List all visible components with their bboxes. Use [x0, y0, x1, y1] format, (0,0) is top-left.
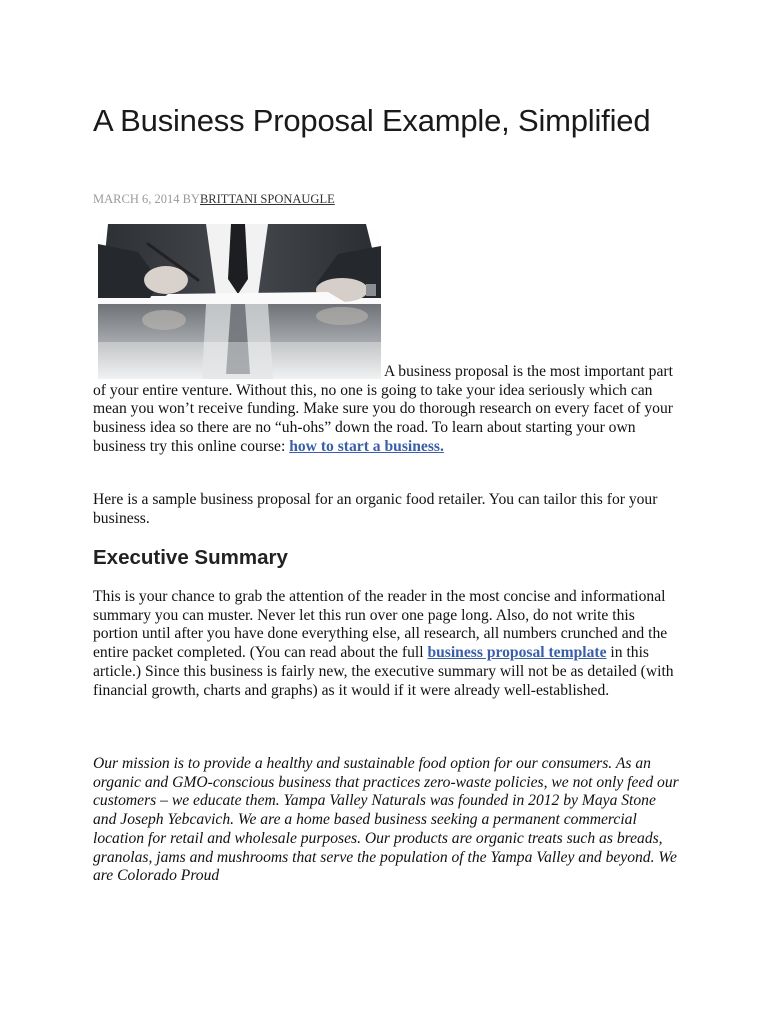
intro-paragraph: [93, 363, 683, 457]
summary-text-after-link: in this article.) Since this business is fairly new, the executive summary will not be as detailed (with financial growth, charts and graphs) as it would if it were already well-established.: [93, 644, 674, 699]
article-date: MARCH 6, 2014 BY: [93, 192, 200, 206]
article-byline: [93, 191, 335, 207]
summary-text-before-link: This is your chance to grab the attention of the reader in the most concise and informational summary you can muster. Never let this run over one page long. Also, do not write this portion until after you have done everything else, all research, all numbers crunched and the entire packet completed. (You can read about the full: [93, 588, 668, 662]
businessman-signing-document-photo: [98, 224, 381, 379]
author-link[interactable]: BRITTANI SPONAUGLE: [199, 192, 335, 206]
executive-summary-paragraph: [93, 588, 683, 700]
proposal-template-link[interactable]: business proposal template: [427, 644, 607, 662]
start-business-link[interactable]: how to start a business.: [289, 437, 444, 455]
executive-summary-heading: Executive Summary: [93, 546, 288, 569]
sample-intro-paragraph: Here is a sample business proposal for an organic food retailer. You can tailor this for your business.: [93, 491, 658, 527]
intro-text: A business proposal is the most important part of your entire venture. Without this, no one is going to take your idea seriously which can mean you won’t receive funding. Make sure you do thorough research on every facet of your business idea so there are no “uh-ohs” down the road. To learn about starting your own business try this online course:: [93, 363, 673, 455]
mission-paragraph: Our mission is to provide a healthy and sustainable food option for our consumers. As an organic and GMO-conscious business that practices zero-waste policies, we not only feed our customers – we educate them. Yampa Valley Naturals was founded in 2012 by Maya Stone and Joseph Yebcavich. We are a home based business seeking a permanent commercial location for retail and wholesale purposes. Our products are organic treats such as breads, granolas, jams and mushrooms that serve the population of the Yampa Valley and beyond. We are Colorado Proud: [93, 755, 679, 885]
article-title: A Business Proposal Example, Simplified: [93, 103, 651, 138]
